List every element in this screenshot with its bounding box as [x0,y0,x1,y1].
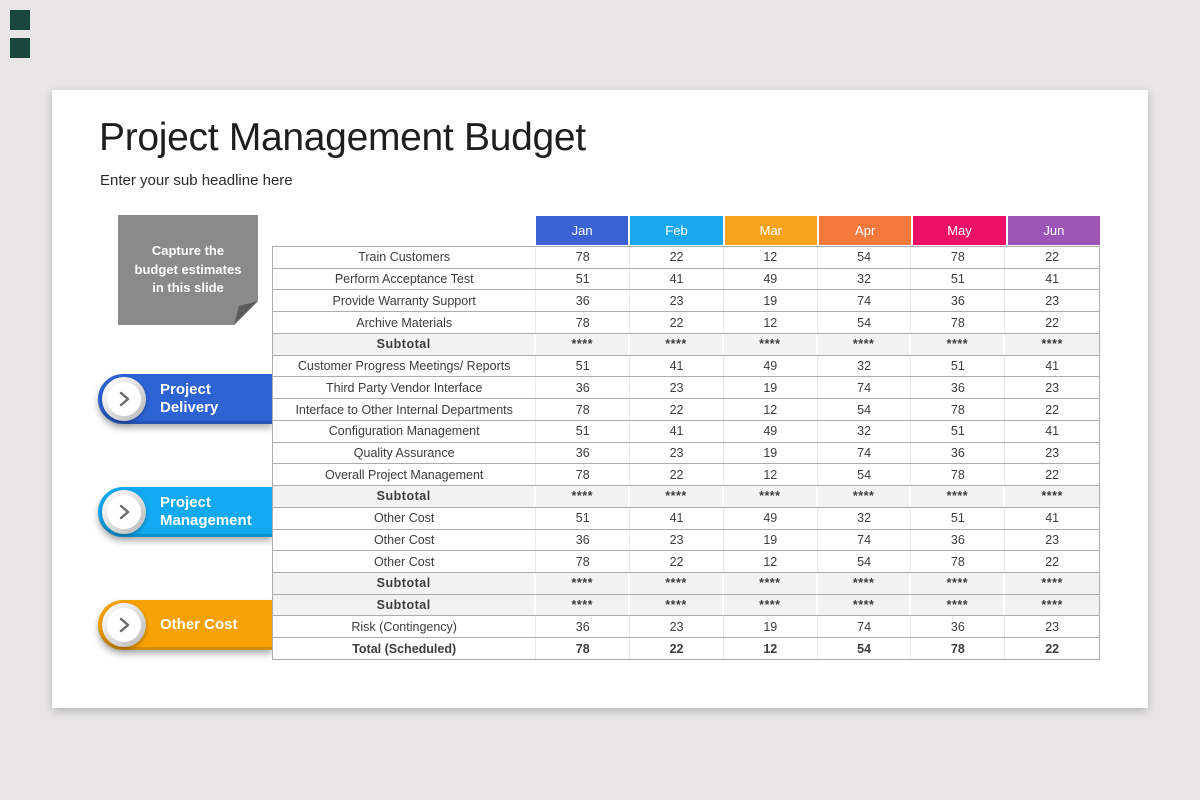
table-row [273,508,1099,530]
row-value: 19 [724,443,818,464]
row-value: 41 [630,508,724,529]
row-label: Perform Acceptance Test [273,269,536,290]
row-value: 54 [818,638,912,659]
chevron-circle-inner [107,608,141,642]
callout-note [118,215,258,325]
row-value: 78 [911,638,1005,659]
row-value: **** [818,595,912,616]
row-value: **** [724,334,818,355]
row-value: **** [1041,489,1063,504]
row-value: 19 [724,616,818,637]
table-row [273,312,1099,334]
row-value: 54 [818,399,912,420]
table-row [273,421,1099,443]
month-header-jan: Jan [536,216,628,245]
row-value: 32 [818,356,912,377]
row-value: 74 [818,290,912,311]
row-value: 36 [536,290,630,311]
row-value: 54 [818,551,912,572]
row-value: **** [630,573,724,594]
row-value: **** [911,486,1005,507]
page-subtitle: Enter your sub headline here [100,172,293,189]
row-value: 49 [724,269,818,290]
row-value: 12 [724,312,818,333]
row-value: 22 [1045,641,1060,656]
row-value: **** [630,486,724,507]
row-value: 36 [536,377,630,398]
row-value: 19 [724,530,818,551]
month-header-may: May [913,216,1005,245]
row-value: 23 [1045,293,1060,308]
row-value: **** [536,595,630,616]
row-value: 23 [630,290,724,311]
row-value: 23 [1045,619,1060,634]
row-value: **** [818,486,912,507]
month-header-apr: Apr [819,216,911,245]
row-value: **** [911,334,1005,355]
row-value: 74 [818,443,912,464]
row-label: Subtotal [273,486,536,507]
row-value: 32 [818,421,912,442]
row-value: 78 [911,551,1005,572]
table-row [273,377,1099,399]
row-value: 51 [911,356,1005,377]
row-value: **** [818,334,912,355]
month-header-mar: Mar [725,216,817,245]
row-label: Customer Progress Meetings/ Reports [273,356,536,377]
row-label: Overall Project Management [273,464,536,485]
row-value: 54 [818,312,912,333]
row-value: 12 [724,399,818,420]
row-value: 12 [724,551,818,572]
row-value: 78 [536,464,630,485]
row-value: 74 [818,377,912,398]
row-value: **** [911,595,1005,616]
table-row [273,399,1099,421]
row-value: 36 [536,530,630,551]
row-value: **** [818,573,912,594]
row-value: 12 [724,464,818,485]
chevron-circle-inner [107,382,141,416]
row-value: **** [536,334,630,355]
row-value: 51 [911,421,1005,442]
row-value: **** [724,573,818,594]
row-value: **** [536,486,630,507]
month-header-jun: Jun [1008,216,1100,245]
row-value: **** [1041,337,1063,352]
row-value: 36 [911,377,1005,398]
row-value: 41 [630,421,724,442]
row-label: Archive Materials [273,312,536,333]
row-value: 32 [818,508,912,529]
row-value: **** [911,573,1005,594]
row-value: **** [724,595,818,616]
legend-label: Other Cost [160,616,238,634]
row-value: 41 [1045,511,1060,526]
row-value: 78 [536,638,630,659]
table-row [273,595,1099,617]
row-value: 22 [1045,402,1060,417]
row-value: 22 [630,312,724,333]
table-row [273,464,1099,486]
row-value: 22 [630,464,724,485]
month-header-row [536,216,1100,245]
chevron-right-icon [118,617,130,633]
row-value: 78 [536,312,630,333]
row-value: 54 [818,247,912,268]
row-value: 23 [630,616,724,637]
table-row [273,334,1099,356]
row-value: 41 [1045,272,1060,287]
row-value: 49 [724,508,818,529]
chevron-circle [102,377,146,421]
row-value: 78 [911,247,1005,268]
row-value: 22 [1045,315,1060,330]
legend-label: Project Management [160,494,252,529]
decor-square-bottom [10,38,30,58]
callout-text: Capture the budget estimates in this slide [134,242,242,296]
table-row [273,530,1099,552]
chevron-circle [102,603,146,647]
legend-button-other-cost[interactable] [98,600,272,650]
row-label: Risk (Contingency) [273,616,536,637]
chevron-right-icon [118,391,130,407]
row-label: Subtotal [273,573,536,594]
row-label: Provide Warranty Support [273,290,536,311]
row-value: 23 [630,377,724,398]
row-value: 41 [630,269,724,290]
table-row [273,443,1099,465]
row-label: Other Cost [273,530,536,551]
table-row [273,551,1099,573]
row-value: 51 [911,269,1005,290]
table-row [273,486,1099,508]
row-value: 41 [1045,424,1060,439]
slide-canvas [52,90,1148,708]
row-label: Configuration Management [273,421,536,442]
row-value: 51 [536,356,630,377]
row-value: 32 [818,269,912,290]
row-label: Subtotal [273,595,536,616]
row-label: Quality Assurance [273,443,536,464]
folded-corner-icon [234,301,258,325]
row-value: 78 [911,399,1005,420]
row-value: 22 [1045,554,1060,569]
row-value: 12 [724,247,818,268]
row-value: **** [630,595,724,616]
legend-button-project-delivery[interactable] [98,374,272,424]
row-value: 51 [911,508,1005,529]
row-value: 51 [536,421,630,442]
row-value: **** [630,334,724,355]
table-row [273,290,1099,312]
row-label: Other Cost [273,551,536,572]
row-value: 22 [1045,467,1060,482]
row-value: 22 [630,551,724,572]
table-row [273,269,1099,291]
table-row [273,247,1099,269]
chevron-circle-inner [107,495,141,529]
row-value: 78 [911,464,1005,485]
budget-table [272,246,1100,660]
row-value: 23 [630,530,724,551]
table-row [273,356,1099,378]
row-value: 36 [536,443,630,464]
row-value: 36 [911,530,1005,551]
row-value: 74 [818,530,912,551]
table-row [273,616,1099,638]
decor-square-top [10,10,30,30]
row-value: 23 [1045,445,1060,460]
row-value: 41 [1045,359,1060,374]
row-value: 78 [536,399,630,420]
table-row [273,573,1099,595]
row-value: 49 [724,421,818,442]
row-value: 78 [536,551,630,572]
row-value: 36 [911,616,1005,637]
row-value: 22 [1045,250,1060,265]
row-value: 23 [630,443,724,464]
row-value: 23 [1045,532,1060,547]
row-label: Interface to Other Internal Departments [273,399,536,420]
row-value: 74 [818,616,912,637]
chevron-right-icon [118,504,130,520]
row-value: 19 [724,290,818,311]
row-label: Total (Scheduled) [273,638,536,659]
month-header-feb: Feb [630,216,722,245]
row-value: 78 [536,247,630,268]
row-value: 23 [1045,380,1060,395]
row-value: 49 [724,356,818,377]
chevron-circle [102,490,146,534]
row-value: **** [724,486,818,507]
row-label: Subtotal [273,334,536,355]
row-label: Third Party Vendor Interface [273,377,536,398]
row-value: 22 [630,399,724,420]
legend-label: Project Delivery [160,381,219,416]
row-value: 41 [630,356,724,377]
table-row [273,638,1099,659]
legend-button-project-management[interactable] [98,487,272,537]
row-label: Other Cost [273,508,536,529]
row-value: 51 [536,269,630,290]
row-value: 36 [911,443,1005,464]
row-value: 36 [911,290,1005,311]
row-value: 12 [724,638,818,659]
row-value: 19 [724,377,818,398]
row-value: **** [1041,576,1063,591]
row-value: 36 [536,616,630,637]
row-value: 54 [818,464,912,485]
page-title: Project Management Budget [99,116,586,159]
row-value: 22 [630,247,724,268]
row-value: 78 [911,312,1005,333]
row-value: **** [1041,598,1063,613]
row-value: **** [536,573,630,594]
row-value: 22 [630,638,724,659]
row-label: Train Customers [273,247,536,268]
row-value: 51 [536,508,630,529]
